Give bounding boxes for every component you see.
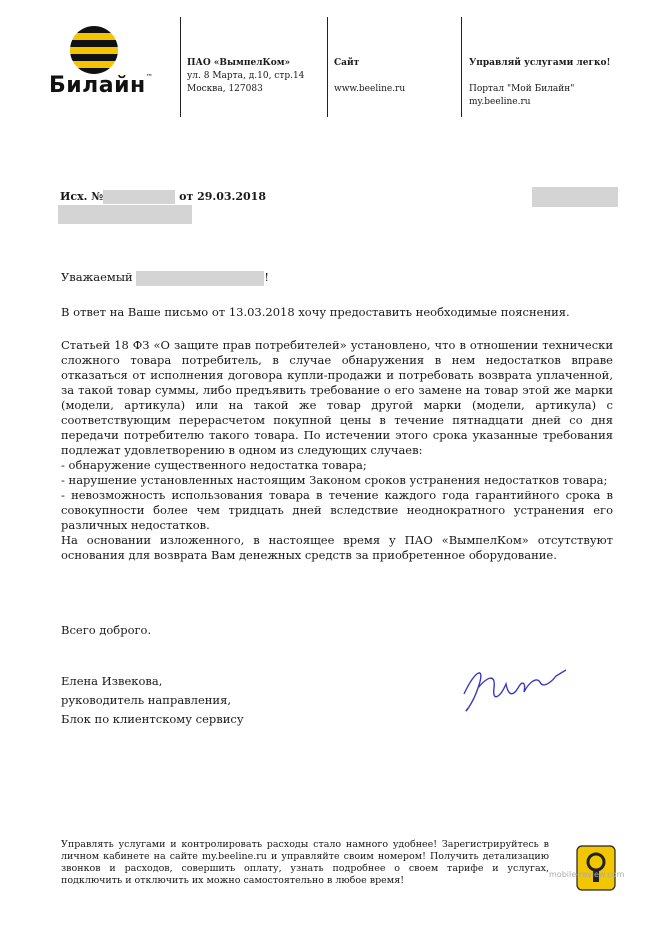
company-address-line1: ул. 8 Марта, д.10, стр.14 bbox=[187, 71, 305, 81]
intro-paragraph: В ответ на Ваше письмо от 13.03.2018 хочу предоставить необходимые пояснения. bbox=[61, 305, 570, 319]
portal-name: Портал "Мой Билайн" bbox=[469, 84, 575, 94]
beeline-logo-icon bbox=[70, 26, 118, 74]
ref-line bbox=[60, 190, 266, 204]
portal-url[interactable]: my.beeline.ru bbox=[469, 97, 531, 107]
redacted-block bbox=[532, 187, 618, 207]
company-address-line2: Москва, 127083 bbox=[187, 84, 263, 94]
signer-title: руководитель направления, bbox=[61, 693, 232, 707]
body-list-item: - невозможность использования товара в течение каждого года гарантийного срока в совокупности более чем тридцать дней вследствие неоднократного устранения его различных недостатков. bbox=[61, 488, 613, 532]
site-info bbox=[334, 57, 405, 96]
header-divider bbox=[327, 17, 328, 117]
letter-body bbox=[61, 338, 613, 563]
beeline-logo-text: Билайн™ bbox=[49, 73, 154, 98]
handwritten-signature bbox=[456, 658, 572, 720]
portal-title: Управляй услугами легко! bbox=[469, 58, 611, 68]
signer-department: Блок по клиентскому сервису bbox=[61, 712, 244, 726]
site-url[interactable]: www.beeline.ru bbox=[334, 84, 406, 94]
company-info bbox=[187, 57, 304, 96]
redacted-number bbox=[103, 190, 175, 204]
signature-block bbox=[61, 672, 244, 729]
body-list-item: - обнаружение существенного недостатка товара; bbox=[61, 458, 367, 472]
portal-info bbox=[469, 57, 610, 109]
footer-note: Управлять услугами и контролировать расходы стало намного удобнее! Зарегистрируйтесь в личном кабинете на сайте my.beeline.ru и управляйте своим номером! Получить детализацию звонков и расходов, совершить оплату, узнать подробнее о своем тарифе и услугах, подключить и отключить их можно самостоятельно в любое время! bbox=[61, 839, 549, 886]
signer-name: Елена Извекова, bbox=[61, 674, 163, 688]
closing: Всего доброго. bbox=[61, 623, 152, 637]
redacted-name bbox=[136, 271, 264, 286]
body-list-item: - нарушение установленных настоящим Законом сроков устранения недостатков товара; bbox=[61, 473, 608, 487]
greeting: Уважаемый ! bbox=[61, 270, 269, 284]
redacted-block bbox=[58, 205, 192, 224]
watermark-text: mobile-review.com bbox=[549, 870, 625, 879]
company-name: ПАО «ВымпелКом» bbox=[187, 58, 291, 68]
body-paragraph: Статьей 18 ФЗ «О защите прав потребителей» установлено, что в отношении технически сложного товара потребитель, в случае обнаружения в нем недостатков вправе отказаться от исполнения договора купли-продажи и потребовать возврата уплаченной, за такой товар суммы, либо предъявить требование о его замене на товар этой же марки (модели, артикула) или на такой же товар другой марки (модели, артикула) с соответствующим перерасчетом покупной цены в течение пятнадцати дней со дня передачи потребителю такого товара. По истечении этого срока указанные требования подлежат удовлетворению в одном из следующих случаев: bbox=[61, 338, 613, 457]
body-paragraph: На основании изложенного, в настоящее время у ПАО «ВымпелКом» отсутствуют основания для возврата Вам денежных средств за приобретенное оборудование. bbox=[61, 533, 613, 562]
header-divider bbox=[461, 17, 462, 117]
ref-prefix: Исх. № bbox=[60, 190, 104, 203]
site-label: Сайт bbox=[334, 58, 360, 68]
header-divider bbox=[180, 17, 181, 117]
watermark-logo-icon bbox=[575, 842, 619, 894]
ref-date: от 29.03.2018 bbox=[179, 190, 266, 203]
